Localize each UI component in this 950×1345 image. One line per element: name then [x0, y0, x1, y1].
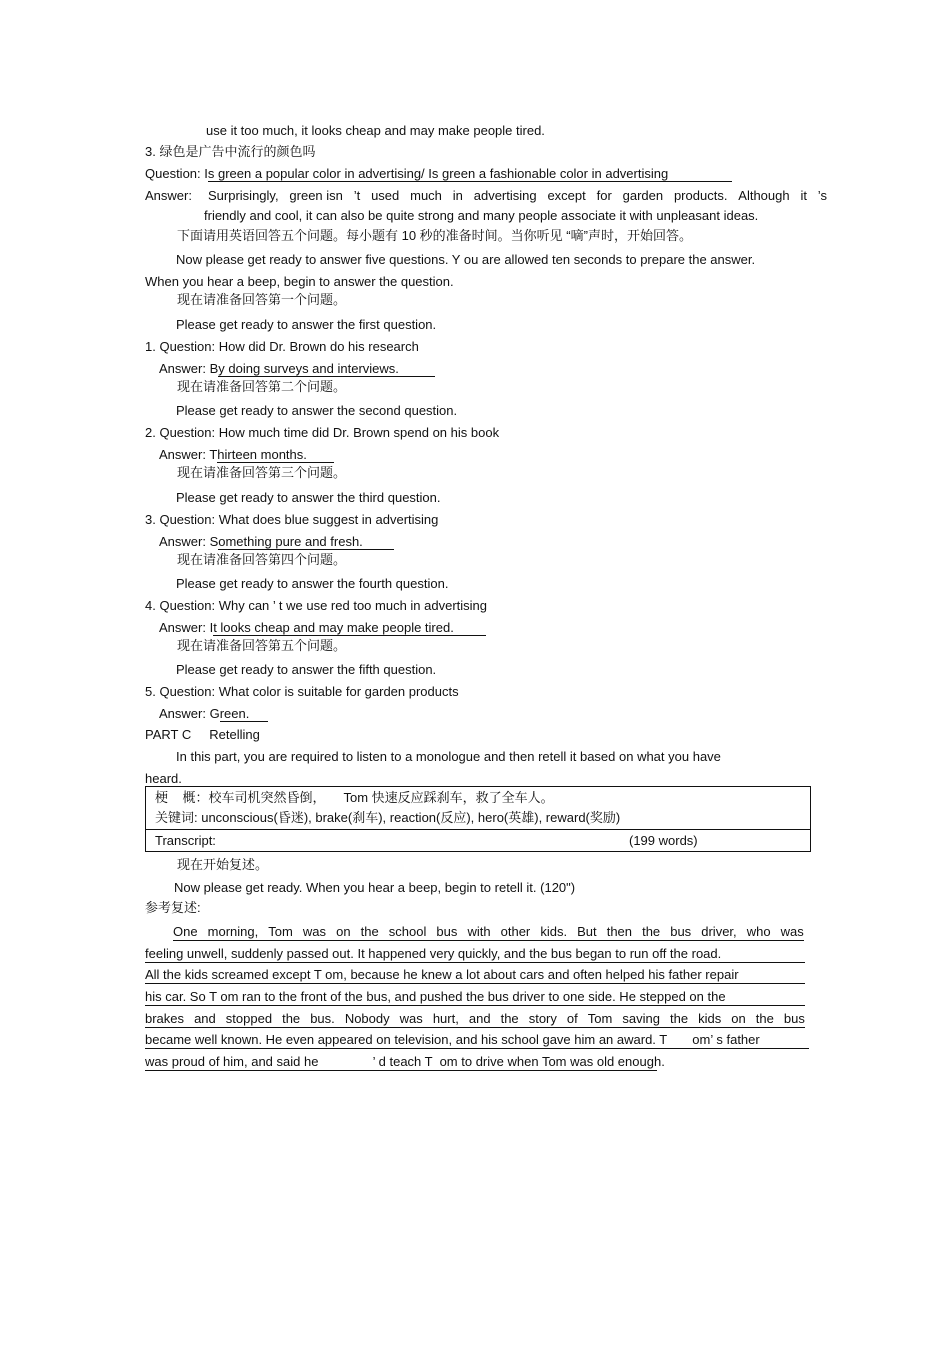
- retell-line-5-word: Tom: [587, 1011, 613, 1026]
- q3-question: 3. Question: What does blue suggest in advertising: [145, 512, 439, 527]
- part-c-desc-1: In this part, you are required to listen to a monologue and then retell it based on what you have: [176, 749, 721, 764]
- answer-3-word: green isn: [289, 188, 343, 203]
- q1-answer-label: Answer: B: [159, 361, 219, 376]
- retell-line-5-word: and: [468, 1011, 491, 1026]
- retell-line-1-word: bus: [670, 924, 692, 939]
- answer-3-word: it: [800, 188, 807, 203]
- retell-line-5-word: and: [194, 1011, 216, 1026]
- retell-line-5-word: kids: [698, 1011, 722, 1026]
- retell-line-5-word: brakes: [145, 1011, 185, 1026]
- start-retell-chinese: 现在开始复述。: [177, 857, 269, 872]
- retell-line-5-word: of: [566, 1011, 578, 1026]
- q1-question: 1. Question: How did Dr. Brown do his research: [145, 339, 419, 354]
- retell-line-1-word: driver,: [701, 924, 737, 939]
- q4-answer: [159, 620, 486, 636]
- q5-answer: [159, 706, 268, 722]
- q2-question: 2. Question: How much time did Dr. Brown spend on his book: [145, 425, 500, 440]
- retell-line-5-word: bus: [783, 1011, 805, 1026]
- retell-line-4: [145, 989, 805, 1006]
- retell-line-1-word: morning,: [207, 924, 259, 939]
- retell-line-1: [173, 924, 804, 941]
- q5-answer-label: Answer: G: [159, 706, 220, 721]
- answer-3-word: much: [410, 188, 442, 203]
- retell-line-6: [145, 1032, 809, 1049]
- retell-line-5-word: the: [669, 1011, 689, 1026]
- q2-prompt-chinese: 现在请准备回答第二个问题。: [177, 379, 347, 394]
- answer-3-word: in: [452, 188, 463, 203]
- q3-answer: [159, 534, 394, 550]
- word-count: (199 words): [629, 833, 698, 848]
- retell-line-7-text: was proud of him, and said he ’ d teach T om to drive when Tom was old enough.: [145, 1054, 665, 1069]
- retell-line-1-word: But: [577, 924, 597, 939]
- answer-3-word: for: [596, 188, 612, 203]
- question-3-line: [145, 166, 732, 182]
- q4-prompt-chinese: 现在请准备回答第四个问题。: [177, 552, 347, 567]
- q2-answer-label: Answer: T: [159, 447, 218, 462]
- answer-3-word: products.: [673, 188, 728, 203]
- part-c-desc-2: heard.: [145, 771, 182, 786]
- question-3-text: s green a popular color in advertising/ Is green a fashionable color in advertising: [208, 167, 732, 182]
- retell-line-5-word: on: [731, 1011, 746, 1026]
- q2-answer: [159, 447, 334, 463]
- answer-3-word: ’s: [817, 188, 827, 203]
- question-3-chinese: 3. 绿色是广告中流行的颜色吗: [145, 144, 316, 159]
- transcript-row: [146, 829, 810, 851]
- retell-line-5-word: the: [500, 1011, 519, 1026]
- q1-answer: [159, 361, 435, 377]
- transcript-label: Transcript:: [155, 833, 216, 848]
- continued-answer-line: use it too much, it looks cheap and may make people tired.: [206, 123, 545, 138]
- retell-line-5-word: stopped: [225, 1011, 273, 1026]
- keywords-text: 关键词: unconscious(昏迷), brake(刹车), reaction(反应), hero(英雄), reward(奖励): [155, 810, 621, 825]
- q5-answer-text: reen.: [220, 707, 268, 722]
- retell-line-3-text: All the kids screamed except T om, because he knew a lot about cars and often helped his father repair: [145, 967, 739, 982]
- retelling-info-box: [145, 786, 811, 852]
- retell-line-7: [145, 1054, 665, 1071]
- answer-3-label: Answer:: [145, 188, 192, 203]
- q4-answer-text: t looks cheap and may make people tired.: [213, 621, 486, 636]
- instructions-english-2: When you hear a beep, begin to answer the question.: [145, 274, 454, 289]
- answer-3-word: advertising: [473, 188, 537, 203]
- retell-line-1-word: the: [360, 924, 379, 939]
- q3-answer-label: Answer: S: [159, 534, 219, 549]
- answer-3-word: except: [547, 188, 586, 203]
- retell-line-1-word: kids.: [540, 924, 568, 939]
- q2-answer-text: hirteen months.: [217, 448, 334, 463]
- start-retell-english: Now please get ready. When you hear a beep, begin to retell it. (120"): [174, 880, 576, 895]
- answer-3-word: Although: [738, 188, 790, 203]
- q1-ready: Please get ready to answer the first question.: [176, 317, 437, 332]
- instructions-english-1: Now please get ready to answer five questions. Y ou are allowed ten seconds to prepare the answer.: [176, 252, 756, 267]
- retell-line-5-word: bus.: [310, 1011, 335, 1026]
- answer-3-word: garden: [622, 188, 664, 203]
- retell-line-1-word: other: [500, 924, 531, 939]
- reference-retell-label: 参考复述:: [145, 900, 201, 915]
- summary-row: [146, 787, 810, 808]
- q1-prompt-chinese: 现在请准备回答第一个问题。: [177, 292, 347, 307]
- retell-line-5-word: Nobody: [344, 1011, 390, 1026]
- q3-prompt-chinese: 现在请准备回答第三个问题。: [177, 465, 347, 480]
- retell-line-6-text: became well known. He even appeared on television, and his school gave him an award. T om’ s father: [145, 1032, 760, 1047]
- part-c-title: PART C Retelling: [145, 727, 260, 742]
- retell-line-1-word: with: [467, 924, 491, 939]
- retell-line-5-word: story: [528, 1011, 557, 1026]
- retell-line-1-word: on: [336, 924, 351, 939]
- retell-line-5: [145, 1011, 805, 1028]
- retell-line-2-text: feeling unwell, suddenly passed out. It happened very quickly, and the bus began to run off the road.: [145, 946, 722, 961]
- retell-line-3: [145, 967, 805, 984]
- retell-line-1-word: Tom: [268, 924, 293, 939]
- q2-ready: Please get ready to answer the second question.: [176, 403, 458, 418]
- retell-line-4-text: his car. So T om ran to the front of the bus, and pushed the bus driver to one side. He stepped on the: [145, 989, 726, 1004]
- retell-line-1-word: the: [642, 924, 661, 939]
- q3-ready: Please get ready to answer the third question.: [176, 490, 441, 505]
- retell-line-1-word: who: [746, 924, 771, 939]
- retell-line-1-word: school: [388, 924, 427, 939]
- keywords-row: [146, 808, 810, 829]
- instructions-chinese: 下面请用英语回答五个问题。每小题有 10 秒的准备时间。当你听见 “嘀”声时，开始回答。: [177, 228, 692, 243]
- retell-line-2: [145, 946, 805, 963]
- q4-ready: Please get ready to answer the fourth question.: [176, 576, 449, 591]
- q5-question: 5. Question: What color is suitable for garden products: [145, 684, 459, 699]
- retell-line-5-word: was: [399, 1011, 423, 1026]
- q3-answer-text: omething pure and fresh.: [218, 535, 394, 550]
- q4-answer-label: Answer: I: [159, 620, 214, 635]
- q5-prompt-chinese: 现在请准备回答第五个问题。: [177, 638, 347, 653]
- retell-line-5-word: the: [755, 1011, 774, 1026]
- retell-line-1-word: was: [302, 924, 327, 939]
- q4-question: 4. Question: Why can ’ t we use red too much in advertising: [145, 598, 488, 613]
- answer-3-line2: friendly and cool, it can also be quite strong and many people associate it with unpleasant ideas.: [204, 208, 759, 223]
- answer-3-line1: [208, 188, 827, 204]
- retell-line-5-word: the: [282, 1011, 301, 1026]
- q5-ready: Please get ready to answer the fifth question.: [176, 662, 437, 677]
- retell-line-5-word: hurt,: [432, 1011, 459, 1026]
- retell-line-5-word: saving: [622, 1011, 660, 1026]
- retell-line-1-word: One: [173, 924, 198, 939]
- answer-3-word: Surprisingly,: [208, 188, 279, 203]
- retell-line-1-word: then: [606, 924, 633, 939]
- q1-answer-text: y doing surveys and interviews.: [218, 362, 435, 377]
- answer-3-word: ’t: [353, 188, 361, 203]
- retell-line-1-word: bus: [436, 924, 458, 939]
- summary-text: 梗 概：校车司机突然昏倒， Tom 快速反应踩刹车，救了全车人。: [155, 790, 554, 805]
- question-3-label: Question: I: [145, 166, 208, 181]
- answer-3-word: used: [371, 188, 400, 203]
- retell-line-1-word: was: [780, 924, 804, 939]
